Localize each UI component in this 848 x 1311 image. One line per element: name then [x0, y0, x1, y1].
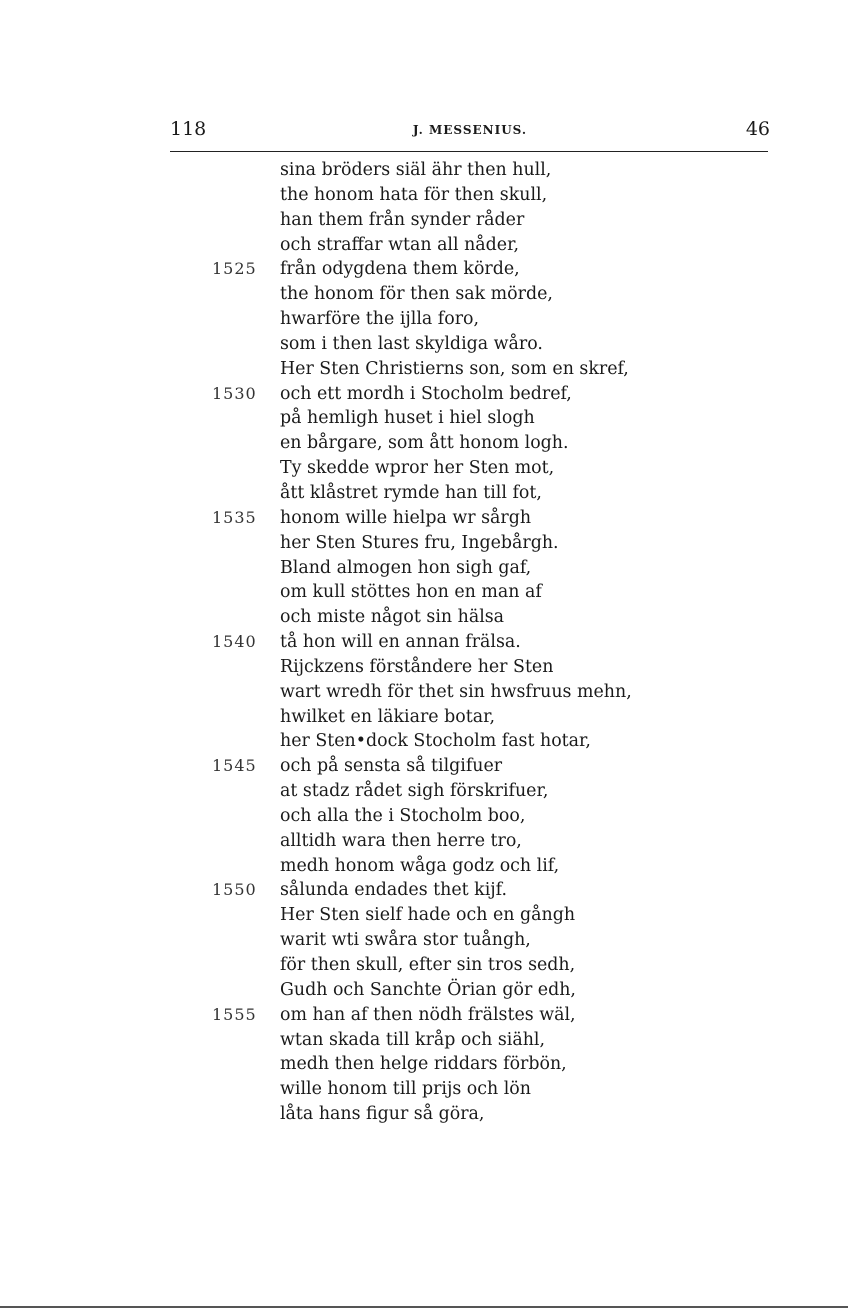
poem-line — [212, 655, 732, 680]
line-text: en bårgare, som ått honom logh. — [280, 433, 569, 454]
poem-line — [212, 1028, 732, 1053]
poem-line — [212, 779, 732, 804]
poem-line — [212, 556, 732, 581]
line-number: 1550 — [212, 880, 257, 900]
line-text: her Sten Stures fru, Ingebårgh. — [280, 532, 559, 553]
poem-line — [212, 531, 732, 556]
line-text: och ett mordh i Stocholm bedref, — [280, 383, 572, 404]
line-text: som i then last skyldiga wåro. — [280, 333, 543, 354]
line-text: Gudh och Sanchte Örian gör edh, — [280, 979, 576, 1000]
poem-line — [212, 481, 732, 506]
poem-line — [212, 1102, 732, 1127]
poem-line — [212, 208, 732, 233]
line-text: ått klåstret rymde han till fot, — [280, 482, 542, 503]
poem-line — [212, 282, 732, 307]
page-header — [170, 118, 770, 144]
poem-text — [212, 158, 732, 1127]
line-text: hwarföre the ijlla foro, — [280, 309, 480, 330]
line-number: 1535 — [212, 507, 257, 527]
poem-line — [212, 978, 732, 1003]
line-text: alltidh wara then herre tro, — [280, 830, 522, 851]
line-text: the honom hata för then skull, — [280, 184, 548, 205]
line-text: och på sensta så tilgifuer — [280, 756, 503, 777]
poem-line — [212, 1052, 732, 1077]
poem-line — [212, 580, 732, 605]
line-number: 1545 — [212, 756, 257, 776]
line-text: från odygdena them körde, — [280, 259, 520, 280]
running-head: J. MESSENIUS. — [412, 123, 528, 137]
poem-line — [212, 456, 732, 481]
line-number: 1525 — [212, 259, 257, 279]
line-text: wart wredh för thet sin hwsfruus mehn, — [280, 681, 632, 702]
line-text: tå hon will en annan frälsa. — [280, 632, 521, 653]
line-text: och straffar wtan all nåder, — [280, 234, 520, 255]
poem-line — [212, 705, 732, 730]
line-text: her Sten•dock Stocholm fast hotar, — [280, 731, 591, 752]
line-text: Her Sten Christierns son, som en skref, — [280, 358, 629, 379]
poem-line — [212, 754, 732, 779]
header-rule — [170, 151, 768, 152]
line-text: han them från synder råder — [280, 209, 525, 230]
line-text: Her Sten sielf hade och en gångh — [280, 905, 576, 926]
line-text: honom wille hielpa wr sårgh — [280, 507, 532, 528]
line-text: låta hans figur så göra, — [280, 1104, 485, 1125]
poem-line — [212, 729, 732, 754]
line-number: 1540 — [212, 632, 257, 652]
line-text: sina bröders siäl ähr then hull, — [280, 160, 552, 180]
poem-line — [212, 680, 732, 705]
line-text: wille honom till prijs och lön — [280, 1079, 531, 1100]
poem-line — [212, 605, 732, 630]
line-text: wtan skada till kråp och siähl, — [280, 1029, 545, 1050]
poem-line — [212, 406, 732, 431]
poem-line — [212, 1003, 732, 1028]
line-text: och miste något sin hälsa — [280, 607, 505, 628]
line-text: medh honom wåga godz och lif, — [280, 855, 560, 876]
poem-line — [212, 233, 732, 258]
line-text: the honom för then sak mörde, — [280, 284, 553, 305]
line-number: 1555 — [212, 1004, 257, 1024]
line-text: Rijckzens förståndere her Sten — [280, 656, 554, 677]
line-text: warit wti swåra stor tuångh, — [280, 930, 531, 951]
line-text: hwilket en läkiare botar, — [280, 706, 495, 727]
line-text: sålunda endades thet kijf. — [280, 880, 507, 901]
line-text: at stadz rådet sigh förskrifuer, — [280, 781, 549, 802]
poem-line — [212, 829, 732, 854]
poem-line — [212, 332, 732, 357]
line-text: Bland almogen hon sigh gaf, — [280, 557, 532, 578]
poem-line — [212, 307, 732, 332]
line-text: och alla the i Stocholm boo, — [280, 805, 526, 826]
line-text: om kull stöttes hon en man af — [280, 582, 542, 603]
poem-line — [212, 183, 732, 208]
poem-line — [212, 1077, 732, 1102]
page-edge-rule — [0, 1306, 848, 1308]
line-text: om han af then nödh frälstes wäl, — [280, 1004, 576, 1025]
line-text: Ty skedde wpror her Sten mot, — [280, 458, 555, 479]
poem-line — [212, 257, 732, 282]
line-number: 1530 — [212, 383, 257, 403]
poem-line — [212, 878, 732, 903]
poem-line — [212, 158, 732, 183]
line-text: på hemligh huset i hiel slogh — [280, 408, 535, 429]
poem-line — [212, 928, 732, 953]
line-text: för then skull, efter sin tros sedh, — [280, 955, 576, 975]
page-number: 118 — [170, 118, 207, 140]
poem-line — [212, 854, 732, 879]
poem-line — [212, 382, 732, 407]
poem-line — [212, 804, 732, 829]
line-text: medh then helge riddars förbön, — [280, 1054, 567, 1075]
poem-line — [212, 506, 732, 531]
poem-line — [212, 630, 732, 655]
poem-line — [212, 953, 732, 978]
poem-line — [212, 357, 732, 382]
poem-line — [212, 431, 732, 456]
folio-number: 46 — [745, 118, 770, 140]
poem-line — [212, 903, 732, 928]
